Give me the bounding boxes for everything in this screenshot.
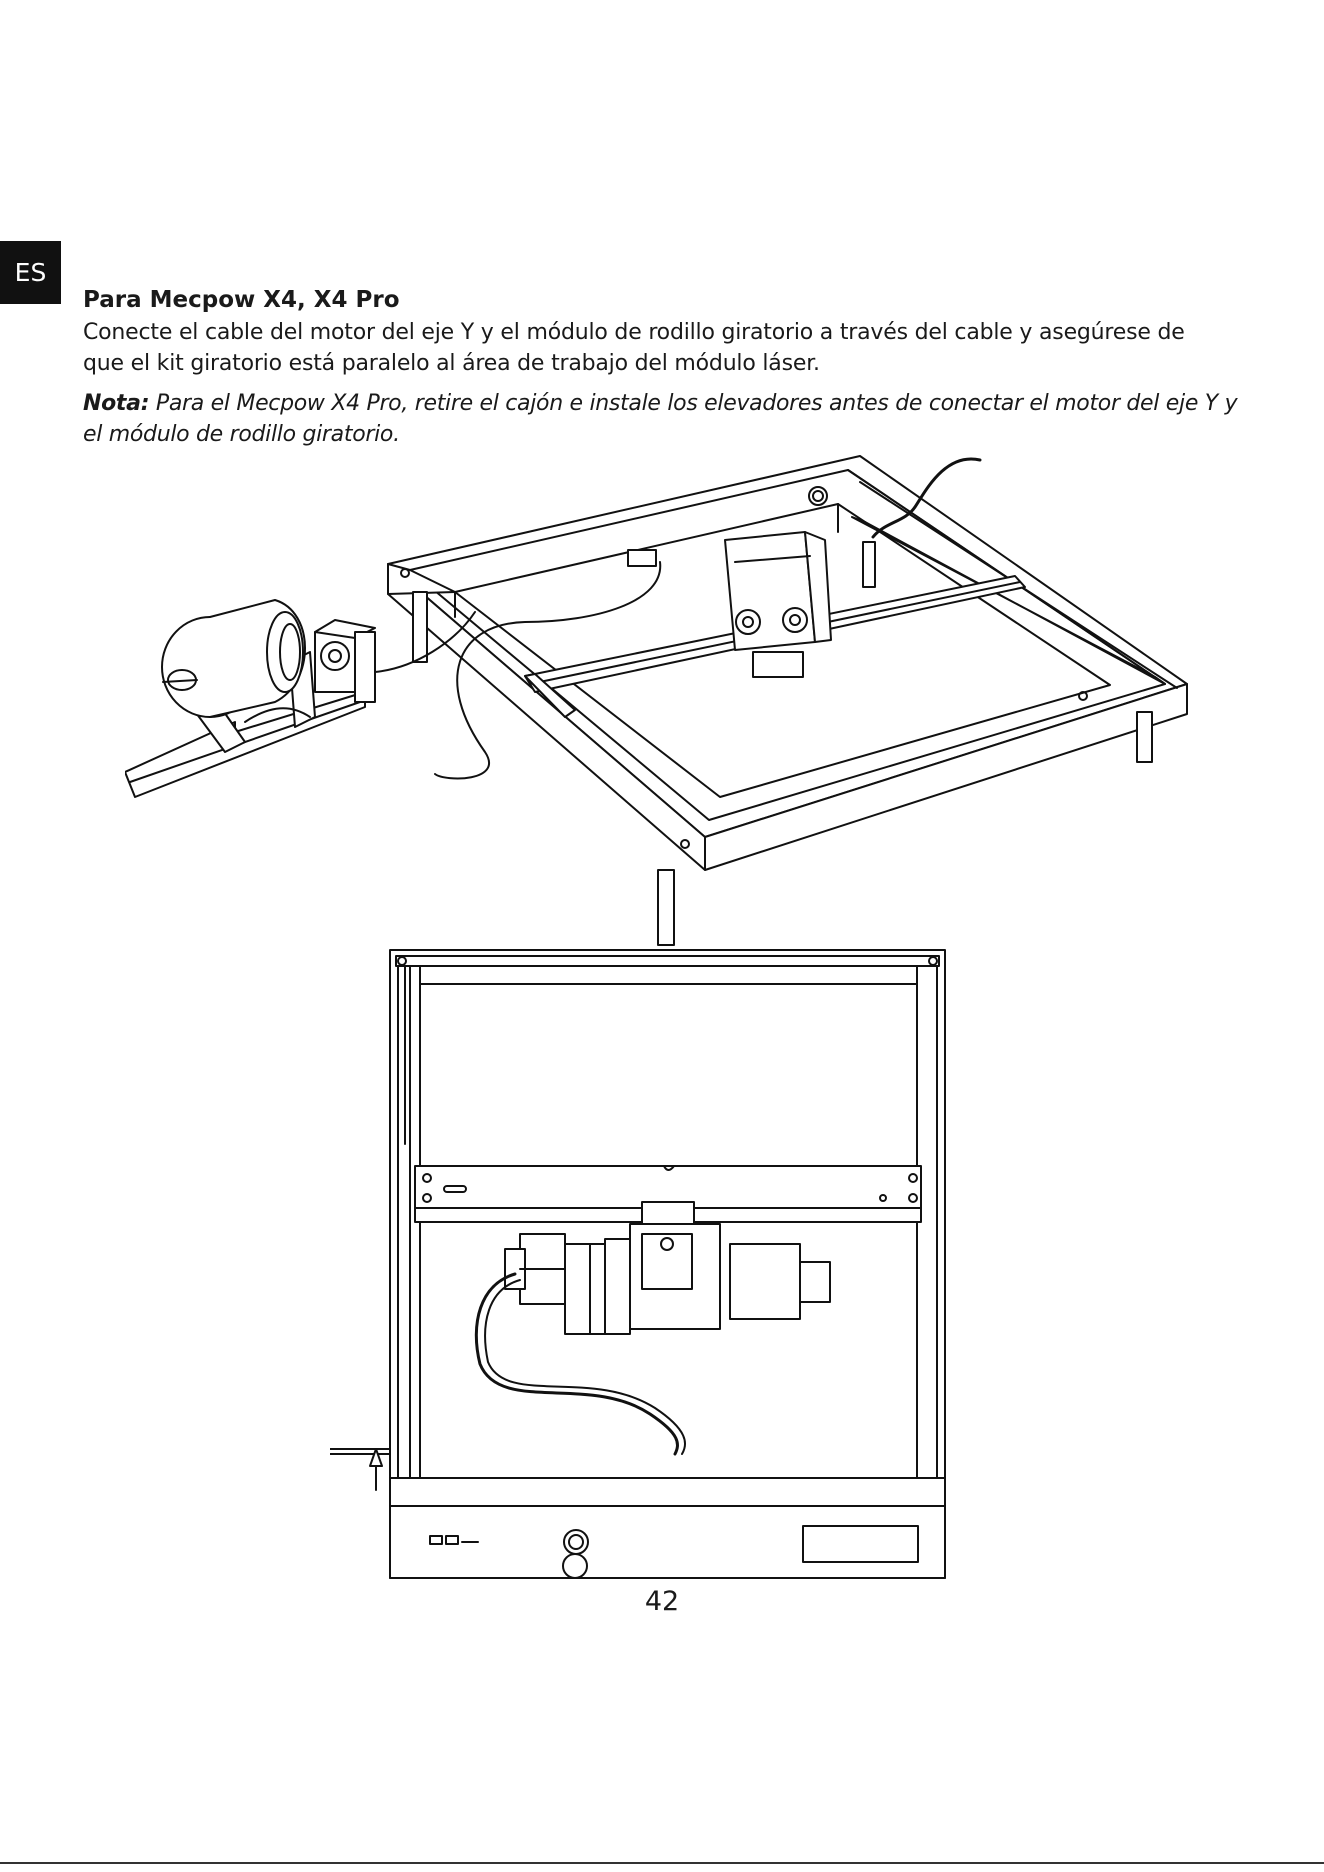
note-line-1: Para el Mecpow X4 Pro, retire el cajón e instale los elevadores antes de conectar el motor del eje Y y xyxy=(149,391,1238,416)
rotary-kit-top-view-illustration xyxy=(330,944,960,1580)
section-heading: Para Mecpow X4, X4 Pro xyxy=(83,287,400,313)
rotary-kit-perspective-illustration xyxy=(125,452,1200,950)
instruction-text xyxy=(83,283,1283,450)
language-tab: ES xyxy=(0,241,61,304)
note-paragraph xyxy=(83,388,1283,450)
note-line-2: el módulo de rodillo giratorio. xyxy=(83,422,400,447)
body-line-2: que el kit giratorio está paralelo al área de trabajo del módulo láser. xyxy=(83,351,820,376)
body-line-1: Conecte el cable del motor del eje Y y el módulo de rodillo giratorio a través del cable y asegúrese de xyxy=(83,320,1185,345)
body-paragraph xyxy=(83,317,1283,379)
page-number: 42 xyxy=(644,1586,680,1617)
footer-rule xyxy=(0,1862,1324,1864)
note-label: Nota: xyxy=(83,391,150,416)
